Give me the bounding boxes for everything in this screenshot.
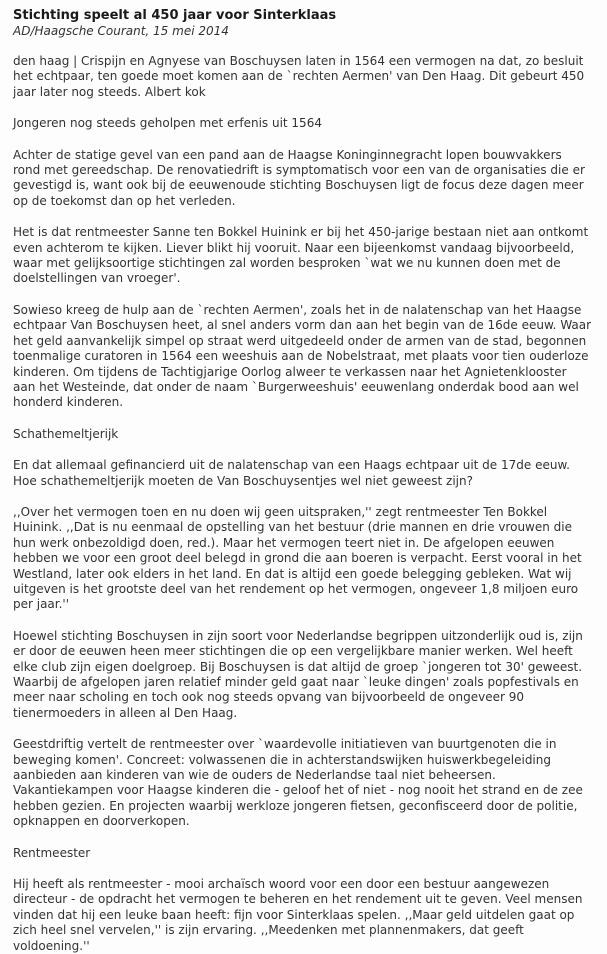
article-paragraph: ,,Over het vermogen toen en nu doen wij geen uitspraken,'' zegt rentmeester Ten Bokkel Huinink. ,,Dat is nu eenmaal de opstelling van het bestuur (drie mannen en drie vrouwen die hun werk onbezoldigd doen, red.). Maar het vermogen teert niet in. De afgelopen eeuwen hebben we voor een groot deel belegd in grond die aan boeren is verpacht. Eerst vooral in het Westland, later ook elders in het land. En dat is altijd een goede belegging gebleken. Wat wij uitgeven is het grootste deel van het rendement op het vermogen, ongeveer 1,8 miljoen euro per jaar.'' <box>13 504 586 612</box>
article-paragraph: Geestdriftig vertelt de rentmeester over `waardevolle initiatieven van buurtgenoten die in beweging komen'. Concreet: volwassenen die in achterstandswijken huiswerkbegeleiding aanbieden aan kinderen van wie de ouders de Nederlandse taal niet beheersen. Vakantiekampen voor Haagse kinderen die - geloof het of niet - nog nooit het strand en de zee hebben gezien. En projecten waarbij werkloze jongeren fietsen, geconfisceerd door de politie, opknappen en doorverkopen. <box>13 737 587 829</box>
article-paragraph: Het is dat rentmeester Sanne ten Bokkel Huinink er bij het 450-jarige bestaan niet aan ontkomt even achterom te kijken. Liever blikt hij vooruit. Naar een bijeenkomst vandaag bijvoorbeeld, waar met gelijksoortige stichtingen zal worden besproken `wat we nu kunnen doen met de doelstellingen van vroeger'. <box>13 225 592 286</box>
section-subhead: Schathemeltjerijk <box>13 426 119 441</box>
article-paragraph: Hij heeft als rentmeester - mooi archaïsch woord voor een door een bestuur aangewezen directeur - de opdracht het vermogen te beheren en het rendement uit te geven. Veel mensen vinden dat hij een leuke baan heeft: fijn voor Sinterklaas spelen. ,,Maar geld uitdelen gaat op zich heel snel vervelen,'' is zijn ervaring. ,,Meedenken met plannenmakers, dat geeft voldoening.'' <box>13 877 587 953</box>
section-subhead: Jongeren nog steeds geholpen met erfenis uit 1564 <box>13 116 322 131</box>
article-title: Stichting speelt al 450 jaar voor Sinterklaas <box>13 8 337 23</box>
article <box>13 8 595 954</box>
article-paragraph: Sowieso kreeg de hulp aan de `rechten Aermen', zoals het in de nalatenschap van het Haagse echtpaar Van Boschuysen heet, al snel anders vorm dan aan het begin van de 16de eeuw. Waar het geld aanvankelijk simpel op straat werd uitgedeeld onder de armen van de stad, begonnen toenmalige curatoren in 1564 een weeshuis aan de Nobelstraat, met plaats voor tien ouderloze kinderen. Om tijdens de Tachtigjarige Oorlog alweer te verkassen naar het Agnietenklooster aan het Westeinde, dat onder de naam `Burgerweeshuis' eeuwenlang onderdak bood aan wel honderd kinderen. <box>13 302 595 410</box>
article-paragraph: Achter de statige gevel van een pand aan de Haagse Koninginnegracht lopen bouwvakkers rond met gereedschap. De renovatiedrift is symptomatisch voor een van de organisaties die er gevestigd is, want ook bij de eeuwenoude stichting Boschuysen ligt de focus deze dagen meer op de toekomst dan op het verleden. <box>13 147 589 208</box>
section-subhead: Rentmeester <box>13 845 91 860</box>
article-paragraph: Hoewel stichting Boschuysen in zijn soort voor Nederlandse begrippen uitzonderlijk oud is, zijn er door de eeuwen heen meer stichtingen die op een vergelijkbare manier werken. Wel heeft elke club zijn eigen doelgroep. Bij Boschuysen is dat altijd de groep `jongeren tot 30' geweest. Waarbij de afgelopen jaren relatief minder geld gaat naar `leuke dingen' zoals popfestivals en meer naar scholing en toch ook nog steeds opvang van bijvoorbeeld de ongeveer 90 tienermoeders in alleen al Den Haag. <box>13 628 587 720</box>
article-lead-paragraph: den haag | Crispijn en Agnyese van Boschuysen laten in 1564 een vermogen na dat, zo besluit het echtpaar, ten goede moet komen aan de `rechten Aermen' van Den Haag. Dit gebeurt 450 jaar later nog steeds. Albert kok <box>13 54 589 99</box>
article-byline: AD/Haagsche Courant, 15 mei 2014 <box>13 24 229 38</box>
article-paragraph: En dat allemaal gefinancierd uit de nalatenschap van een Haags echtpaar uit de 17de eeuw. Hoe schathemeltjerijk moeten de Van Boschuysentjes wel niet geweest zijn? <box>13 458 574 488</box>
